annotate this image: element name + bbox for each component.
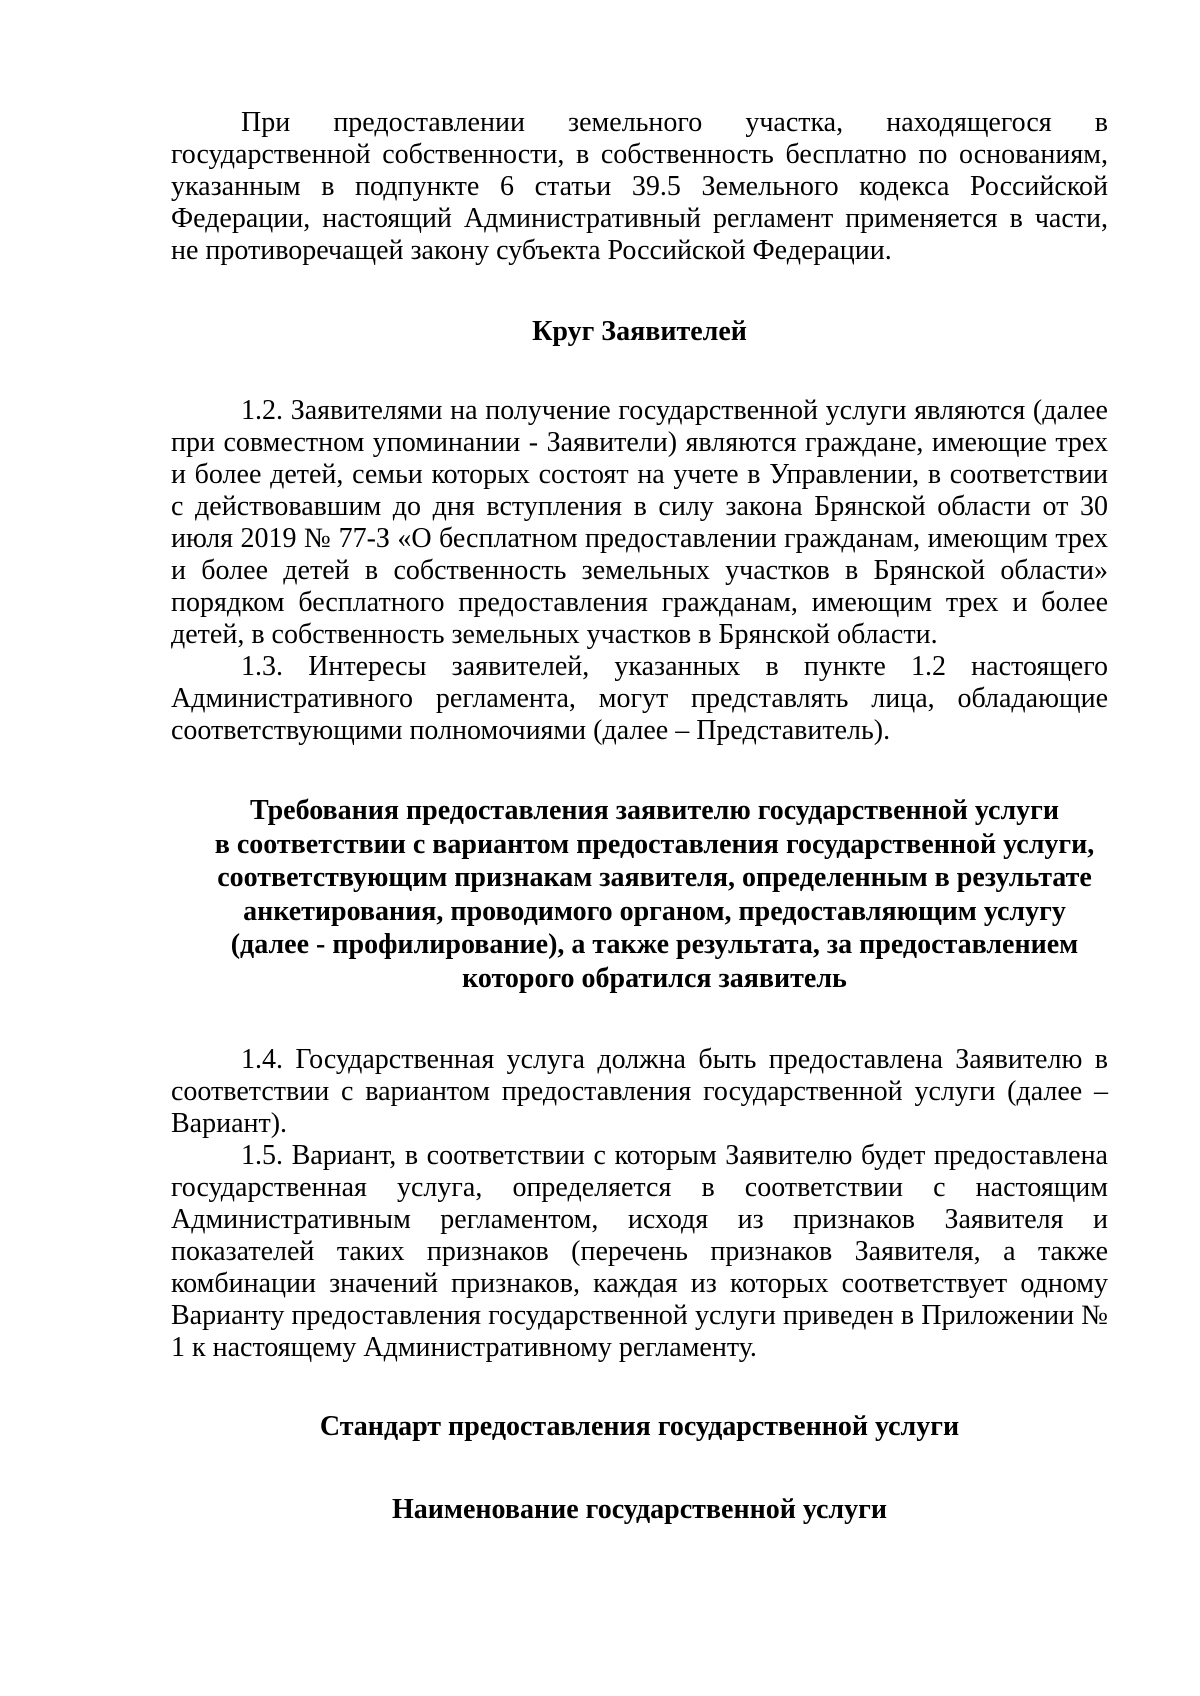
heading-requirements-line: которого обратился заявитель — [462, 962, 847, 994]
heading-requirements-line: Требования предоставления заявителю государственной услуги — [249, 795, 1060, 826]
heading-requirements — [171, 794, 1108, 995]
paragraph-1-2: 1.2. Заявителями на получение государственной услуги являются (далее при совместном упоминании - Заявители) являются граждане, имеющие трех и более детей, семьи которых состоят на учете в Управлении, в соответствии с действовавшим до дня вступления в силу закона Брянской области от 30 июля 2019 № 77-З «О бесплатном предоставлении гражданам, имеющим трех и более детей в собственность земельных участков в Брянской области» порядком бесплатного предоставления гражданам, имеющим трех и более детей, в собственность земельных участков в Брянской области. — [171, 395, 1108, 650]
paragraph-1-3: 1.3. Интересы заявителей, указанных в пункте 1.2 настоящего Административного регламента, могут представлять лица, обладающие соответствующими полномочиями (далее – Представитель). — [171, 651, 1108, 746]
heading-requirements-line: (далее - профилирование), а также результата, за предоставлением — [230, 929, 1079, 960]
heading-requirements-line: соответствующим признакам заявителя, определенным в результате — [217, 862, 1092, 893]
heading-applicants: Круг Заявителей — [532, 316, 747, 347]
heading-service-name: Наименование государственной услуги — [392, 1494, 887, 1525]
heading-requirements-line: анкетирования, проводимого органом, предоставляющим услугу — [243, 895, 1066, 927]
paragraph-1-4: 1.4. Государственная услуга должна быть предоставлена Заявителю в соответствии с вариантом предоставления государственной услуги (далее – Вариант). — [171, 1044, 1108, 1139]
intro-paragraph: При предоставлении земельного участка, находящегося в государственной собственности, в собственность бесплатно по основаниям, указанным в подпункте 6 статьи 39.5 Земельного кодекса Российской Федерации, настоящий Административный регламент применяется в части, не противоречащей закону субъекта Российской Федерации. — [171, 107, 1108, 266]
heading-standard: Стандарт предоставления государственной услуги — [319, 1411, 960, 1442]
paragraph-1-5: 1.5. Вариант, в соответствии с которым Заявителю будет предоставлена государственная услуга, определяется в соответствии с настоящим Административным регламентом, исходя из признаков Заявителя и показателей таких признаков (перечень признаков Заявителя, а также комбинации значений признаков, каждая из которых соответствует одному Варианту предоставления государственной услуги приведен в Приложении № 1 к настоящему Административному регламенту. — [171, 1140, 1108, 1363]
document-body — [171, 107, 1108, 1526]
heading-requirements-line: в соответствии с вариантом предоставления государственной услуги, — [214, 828, 1095, 860]
